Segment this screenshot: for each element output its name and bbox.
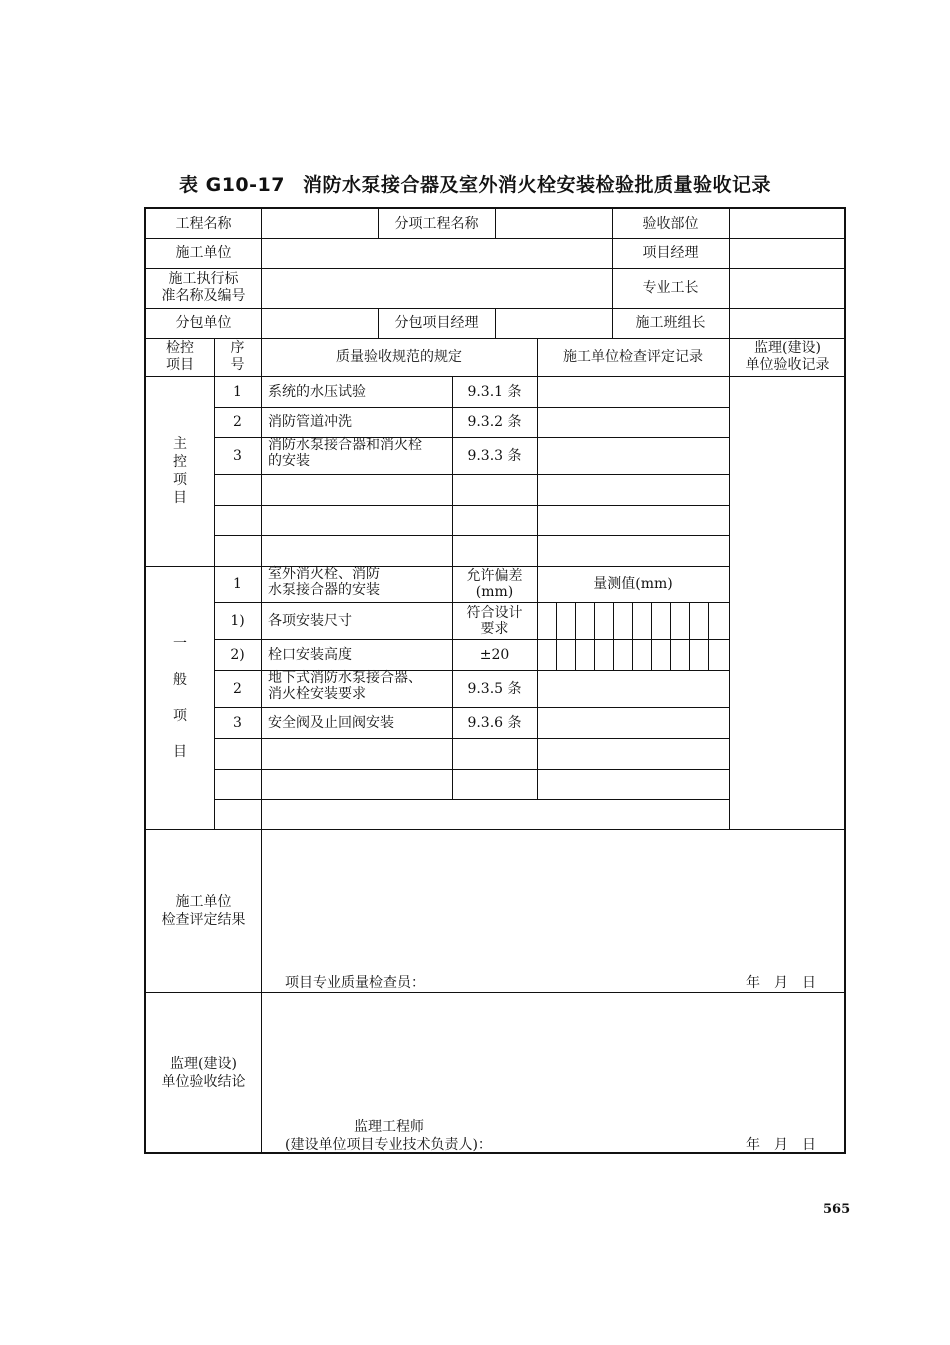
row-no: 2 [233, 680, 242, 697]
row-divider [214, 799, 729, 800]
specialty-foreman-label: 专业工长 [642, 280, 699, 296]
row-item: 消防管道冲洗 [268, 414, 352, 430]
result-date: 年 月 日 [746, 975, 816, 991]
engineer-label: 监理工程师 [354, 1119, 424, 1135]
row-item-line: 地下式消防水泵接合器、 [268, 670, 422, 686]
main-control-char: 项 [173, 472, 187, 488]
subproject-name-label: 分项工程名称 [394, 215, 479, 232]
row-item-line: 消火栓安装要求 [268, 686, 366, 702]
row-tolerance: ±20 [479, 646, 510, 663]
standard-label-line-2: 准名称及编号 [161, 288, 246, 304]
measure-grid-line [613, 602, 614, 670]
seq-header [214, 338, 261, 376]
measured-values-header: 量测值(mm) [593, 576, 673, 592]
construction-unit-field[interactable] [261, 238, 612, 268]
row-item: 安全阀及止回阀安装 [268, 714, 394, 731]
row-tolerance [452, 602, 537, 639]
main-control-char: 主 [173, 436, 187, 452]
row-divider [214, 535, 729, 536]
seq-header-1: 序 [230, 340, 245, 356]
subproject-name-field[interactable] [495, 209, 612, 238]
row-clause: 9.3.5 条 [467, 680, 522, 697]
conclusion-label-1: 监理(建设) [170, 1056, 237, 1072]
row-item [261, 670, 452, 707]
measure-grid-line [594, 602, 595, 670]
check-item-header [146, 338, 214, 376]
measure-grid-line [632, 602, 633, 670]
standard-label-line-1: 施工执行标 [168, 271, 239, 287]
acceptance-part-field[interactable] [729, 209, 846, 238]
row-no: 3 [233, 447, 242, 464]
row-no: 1) [230, 612, 245, 629]
row-item-line: 消防水泵接合器和消火栓 [268, 437, 422, 453]
project-manager-label: 项目经理 [642, 245, 699, 261]
form-title-text: 消防水泵接合器及室外消火栓安装检验批质量验收记录 [302, 174, 771, 196]
row-no: 2 [233, 414, 242, 430]
main-control-char: 控 [173, 454, 187, 470]
row-tolerance-line: 要求 [480, 620, 509, 637]
subcontract-manager-field[interactable] [495, 308, 612, 338]
team-leader-label: 施工班组长 [635, 315, 706, 331]
measure-grid-line [689, 602, 690, 670]
row-item-line: 室外消火栓、消防 [268, 566, 380, 582]
row-item [261, 566, 452, 602]
tolerance-header-2: (mm) [475, 584, 514, 600]
subcontractor-label: 分包单位 [175, 315, 232, 331]
page-number: 565 [823, 1202, 851, 1217]
check-item-header-2: 项目 [166, 357, 194, 373]
tolerance-header-1: 允许偏差 [466, 568, 523, 584]
result-field[interactable] [261, 829, 846, 992]
general-char: 目 [173, 743, 187, 760]
row-no: 1 [233, 576, 242, 592]
row-item: 系统的水压试验 [268, 383, 366, 400]
subcontract-manager-label: 分包项目经理 [394, 315, 479, 331]
measure-grid-line [670, 602, 671, 670]
spec-header: 质量验收规范的规定 [336, 349, 462, 365]
standard-field[interactable] [261, 268, 612, 308]
main-control-label [146, 376, 214, 566]
row-clause: 9.3.2 条 [467, 414, 522, 430]
measure-grid-line [708, 602, 709, 670]
row-no: 2) [230, 646, 245, 663]
general-label [146, 566, 214, 829]
team-leader-field[interactable] [729, 308, 846, 338]
row-divider [214, 505, 729, 506]
general-char: 般 [173, 671, 187, 688]
row-tolerance-line: 符合设计 [466, 604, 523, 621]
measure-grid-line [556, 602, 557, 670]
result-label [146, 829, 261, 992]
project-manager-field[interactable] [729, 238, 846, 268]
result-label-1: 施工单位 [175, 893, 232, 910]
constructor-record-header: 施工单位检查评定记录 [563, 349, 703, 365]
supervisor-header-1: 监理(建设) [754, 340, 821, 356]
measure-grid-line [651, 602, 652, 670]
construction-unit-label: 施工单位 [175, 245, 232, 261]
row-item [261, 437, 452, 474]
engineer-label-2: (建设单位项目专业技术负责人)： [285, 1137, 492, 1153]
result-label-2: 检查评定结果 [161, 911, 246, 928]
row-item: 栓口安装高度 [268, 646, 352, 663]
tolerance-header [452, 566, 537, 602]
acceptance-record-form [144, 207, 846, 1154]
standard-label [146, 268, 261, 308]
row-clause: 9.3.3 条 [467, 447, 522, 464]
supervisor-record-header [729, 338, 846, 376]
project-name-field[interactable] [261, 209, 378, 238]
form-code: 表 G10-17 [179, 174, 285, 196]
form-title [0, 170, 950, 197]
row-item: 各项安装尺寸 [268, 612, 352, 629]
row-clause: 9.3.6 条 [467, 714, 522, 731]
row-divider [214, 738, 729, 739]
inspector-label: 项目专业质量检查员： [285, 975, 425, 991]
row-clause: 9.3.1 条 [467, 383, 522, 400]
seq-header-2: 号 [230, 357, 245, 373]
specialty-foreman-field[interactable] [729, 268, 846, 308]
main-control-char: 目 [173, 490, 187, 506]
supervisor-header-2: 单位验收记录 [745, 357, 830, 373]
row-item-line: 水泵接合器的安装 [268, 582, 380, 598]
conclusion-field[interactable] [261, 992, 846, 1154]
subcontractor-field[interactable] [261, 308, 378, 338]
row-no: 3 [233, 714, 242, 731]
acceptance-part-label: 验收部位 [642, 215, 699, 232]
general-char: 一 [173, 635, 187, 652]
row-item-line: 的安装 [268, 453, 310, 469]
check-item-header-1: 检控 [166, 340, 194, 356]
conclusion-label [146, 992, 261, 1154]
row-no: 1 [233, 383, 242, 400]
conclusion-date: 年 月 日 [746, 1137, 816, 1153]
row-divider [214, 769, 729, 770]
conclusion-label-2: 单位验收结论 [161, 1074, 246, 1090]
project-name-label: 工程名称 [175, 215, 232, 232]
general-char: 项 [173, 707, 187, 724]
measure-grid-line [575, 602, 576, 670]
row-divider [214, 474, 729, 475]
